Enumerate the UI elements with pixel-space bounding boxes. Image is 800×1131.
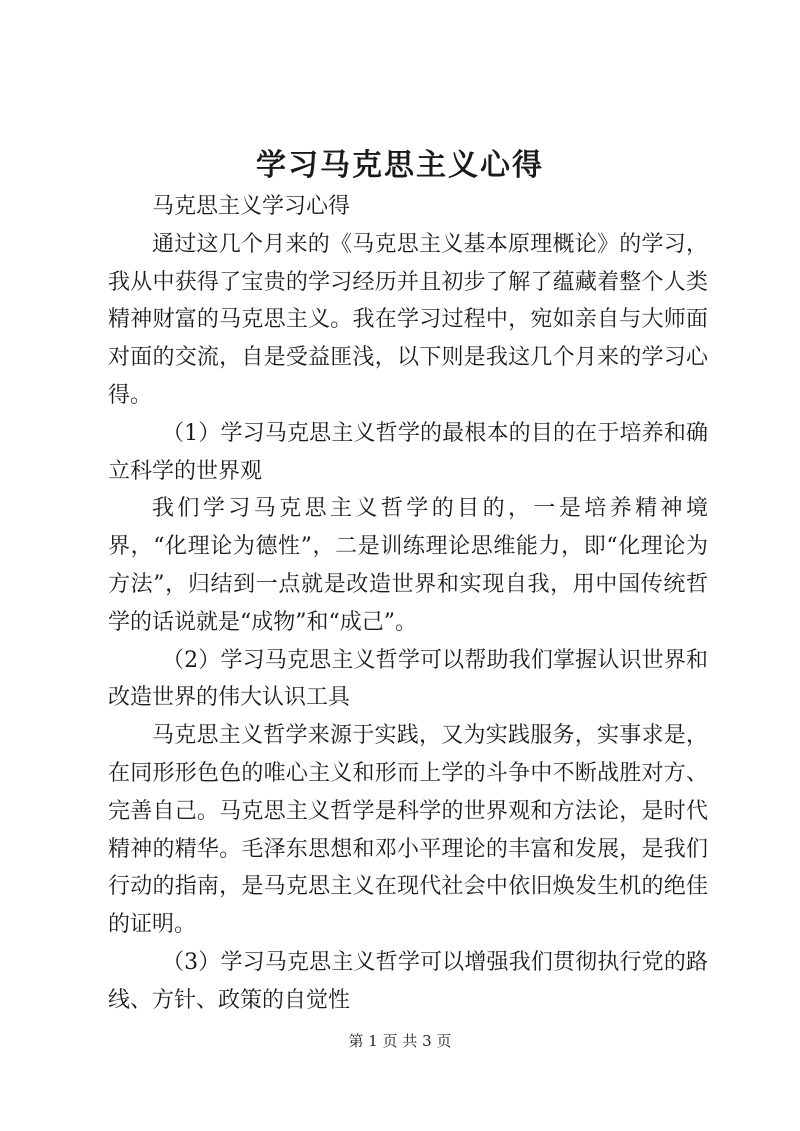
document-body (108, 188, 708, 1020)
section-heading-2: （2）学习马克思主义哲学可以帮助我们掌握认识世界和改造世界的伟大认识工具 (108, 647, 708, 711)
section-heading-3: （3）学习马克思主义哲学可以增强我们贯彻执行党的路线、方针、政策的自觉性 (108, 949, 708, 1013)
section-paragraph-1: 我们学习马克思主义哲学的目的，一是培养精神境界，“化理论为德性”，二是训练理论思维能力，即“化理论为方法”，归结到一点就是改造世界和实现自我，用中国传统哲学的话说就是“成物”和“成己”。 (108, 496, 708, 635)
subtitle-paragraph: 马克思主义学习心得 (152, 194, 351, 219)
document-title: 学习马克思主义心得 (256, 148, 544, 183)
section-paragraph-2: 马克思主义哲学来源于实践，又为实践服务，实事求是，在同形形色色的唯心主义和形而上学的斗争中不断战胜对方、完善自己。马克思主义哲学是科学的世界观和方法论，是时代精神的精华。毛泽东思想和邓小平理论的丰富和发展，是我们行动的指南，是马克思主义在现代社会中依旧焕发生机的绝佳的证明。 (108, 723, 708, 938)
intro-paragraph: 通过这几个月来的《马克思主义基本原理概论》的学习，我从中获得了宝贵的学习经历并且初步了解了蕴藏着整个人类精神财富的马克思主义。我在学习过程中，宛如亲自与大师面对面的交流，自是受益匪浅，以下则是我这几个月来的学习心得。 (108, 231, 708, 408)
page-number-footer: 第 1 页 共 3 页 (348, 1032, 452, 1050)
section-heading-1: （1）学习马克思主义哲学的最根本的目的在于培养和确立科学的世界观 (108, 420, 708, 484)
